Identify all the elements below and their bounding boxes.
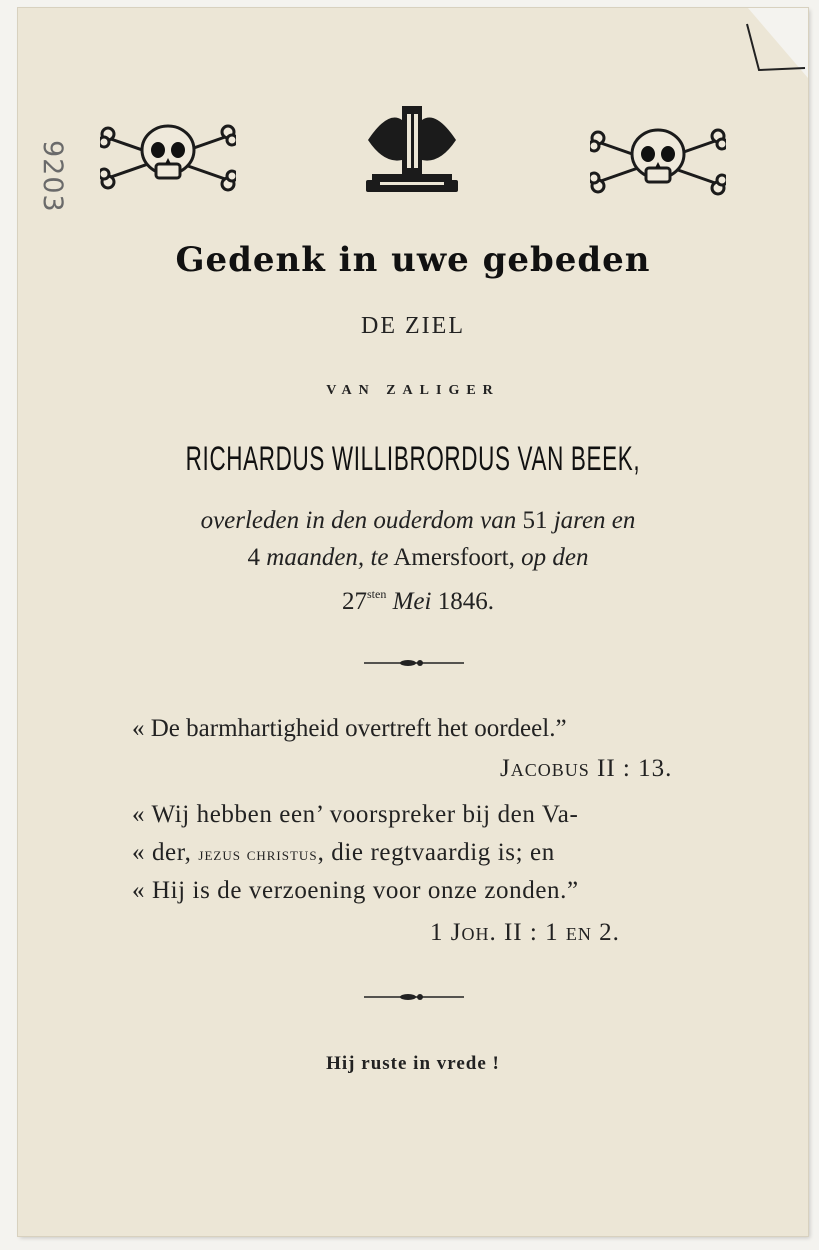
- death-text-4: te: [370, 544, 389, 571]
- quote-1-source: Jacobus II : 13.: [500, 755, 673, 782]
- death-place: Amersfoort,: [393, 544, 515, 571]
- quote-2-line-3: « Hij is de verzoening voor onze zonden.”: [132, 877, 579, 904]
- divider-ornament-icon: [364, 990, 464, 1004]
- corner-fold-line: [745, 22, 807, 80]
- skull-crossbones-icon: [590, 124, 726, 196]
- chalice-emblem-icon: [362, 100, 462, 196]
- skull-crossbones-icon: [100, 120, 236, 192]
- day-suffix: sten: [367, 587, 387, 601]
- archive-number: 9203: [37, 140, 68, 213]
- quote-2-line-1: « Wij hebben een’ voorspreker bij den Va-: [132, 801, 579, 828]
- death-text-5: op den: [521, 544, 589, 571]
- age-months: 4: [247, 544, 261, 571]
- death-year: 1846.: [437, 588, 494, 615]
- de-ziel-heading: DE ZIEL: [361, 313, 465, 339]
- quote-2-line-2: [132, 834, 555, 874]
- death-month: Mei: [392, 588, 432, 615]
- quote-1-text: « De barmhartigheid overtreft het oordeel.”: [132, 715, 567, 742]
- divider-ornament-icon: [364, 656, 464, 670]
- death-details: [98, 502, 738, 620]
- age-years: 51: [522, 507, 548, 534]
- death-day: 27: [342, 588, 368, 615]
- deceased-name: RICHARDUS WILLIBRORDUS VAN BEEK,: [185, 440, 641, 478]
- death-text-3: maanden,: [266, 544, 365, 571]
- quote-2-line-2-c: , die regtvaardig is; en: [317, 839, 555, 866]
- card-title: Gedenk in uwe gebeden: [175, 240, 651, 280]
- quote-2-line-2-a: « der,: [132, 839, 192, 866]
- van-zaliger-heading: VAN ZALIGER: [326, 383, 500, 398]
- closing-line: Hij ruste in vrede !: [326, 1053, 500, 1074]
- quote-2-jezus-christus: jezus christus: [198, 844, 318, 865]
- quote-2-source: 1 Joh. II : 1 en 2.: [430, 919, 620, 946]
- death-text-1: overleden in den ouderdom van: [200, 507, 517, 534]
- death-text-2: jaren en: [553, 507, 636, 534]
